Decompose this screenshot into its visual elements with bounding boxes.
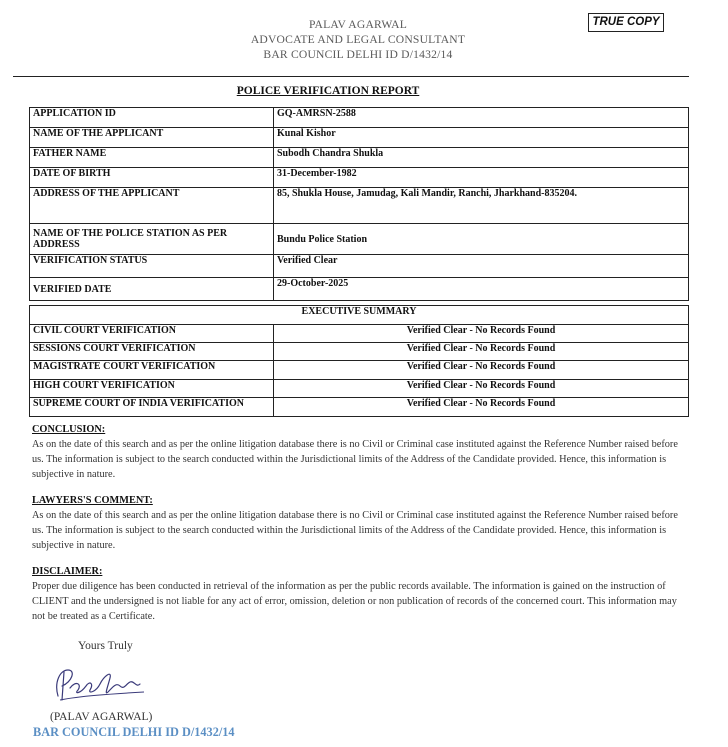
detail-value: 85, Shukla House, Jamudag, Kali Mandir, Ranchi, Jharkhand-835204. xyxy=(274,188,689,224)
yours-truly: Yours Truly xyxy=(78,640,133,652)
advocate-name: PALAV AGARWAL xyxy=(308,18,408,31)
summary-value: Verified Clear - No Records Found xyxy=(274,398,689,417)
detail-label: APPLICATION ID xyxy=(30,108,274,128)
table-row xyxy=(30,278,689,301)
table-row xyxy=(30,398,689,417)
summary-value: Verified Clear - No Records Found xyxy=(274,343,689,361)
summary-value: Verified Clear - No Records Found xyxy=(274,380,689,398)
table-row xyxy=(30,255,689,278)
table-row xyxy=(30,168,689,188)
footer-bar-council-id: BAR COUNCIL DELHI ID D/1432/14 xyxy=(33,725,235,739)
summary-label: MAGISTRATE COURT VERIFICATION xyxy=(30,361,274,380)
summary-value: Verified Clear - No Records Found xyxy=(274,361,689,380)
lawyers-comment-text: As on the date of this search and as per the online litigation database there is no Civil or Criminal case instituted against the Reference Number raised before us. The information is subject to the search conducted within the Jurisdictional limits of the Address of the Candidate provided. Hence, this information is subjective in nature. xyxy=(32,510,678,551)
table-row xyxy=(30,128,689,148)
detail-value: Kunal Kishor xyxy=(274,128,689,148)
table-row xyxy=(30,108,689,128)
disclaimer-heading: DISCLAIMER: xyxy=(32,566,103,577)
report-title: POLICE VERIFICATION REPORT xyxy=(236,85,420,97)
detail-label: VERIFIED DATE xyxy=(30,278,274,301)
disclaimer-text: Proper due diligence has been conducted in retrieval of the information as per the public records available. The information is gained on the instruction of CLIENT and the undersigned is not liable for any act of error, omission, deletion or non publication of records of the concerned court. This information may not be treated as a Certificate. xyxy=(32,581,677,622)
detail-label: FATHER NAME xyxy=(30,148,274,168)
table-row xyxy=(30,148,689,168)
header-divider xyxy=(13,76,689,77)
detail-value: Subodh Chandra Shukla xyxy=(274,148,689,168)
disclaimer-section xyxy=(32,564,684,624)
conclusion-text: As on the date of this search and as per the online litigation database there is no Civil or Criminal case instituted against the Reference Number raised before us. The information is subject to the search conducted within the Jurisdictional limits of the Address of the Candidate provided. Hence, this information is subjective in nature. xyxy=(32,439,678,480)
summary-value: Verified Clear - No Records Found xyxy=(274,325,689,343)
executive-summary-heading: EXECUTIVE SUMMARY xyxy=(30,306,689,325)
table-row xyxy=(30,325,689,343)
table-row xyxy=(30,188,689,224)
detail-label: ADDRESS OF THE APPLICANT xyxy=(30,188,274,224)
lawyers-comment-section xyxy=(32,493,684,553)
lawyers-comment-heading: LAWYERS'S COMMENT: xyxy=(32,495,153,506)
detail-label: VERIFICATION STATUS xyxy=(30,255,274,278)
applicant-details-table xyxy=(29,107,689,301)
summary-label: HIGH COURT VERIFICATION xyxy=(30,380,274,398)
table-row xyxy=(30,380,689,398)
table-row xyxy=(30,306,689,325)
summary-label: CIVIL COURT VERIFICATION xyxy=(30,325,274,343)
table-row xyxy=(30,361,689,380)
detail-value: Bundu Police Station xyxy=(274,224,689,255)
bar-council-id: BAR COUNCIL DELHI ID D/1432/14 xyxy=(263,48,453,61)
signatory-name: (PALAV AGARWAL) xyxy=(50,711,153,723)
detail-label: DATE OF BIRTH xyxy=(30,168,274,188)
summary-label: SESSIONS COURT VERIFICATION xyxy=(30,343,274,361)
conclusion-section xyxy=(32,422,684,482)
summary-label: SUPREME COURT OF INDIA VERIFICATION xyxy=(30,398,274,417)
detail-value: 31-December-1982 xyxy=(274,168,689,188)
table-row xyxy=(30,343,689,361)
true-copy-stamp: TRUE COPY xyxy=(588,13,664,32)
detail-value: Verified Clear xyxy=(274,255,689,278)
detail-label: NAME OF THE APPLICANT xyxy=(30,128,274,148)
detail-value: GQ-AMRSN-2588 xyxy=(274,108,689,128)
table-row xyxy=(30,224,689,255)
advocate-title: ADVOCATE AND LEGAL CONSULTANT xyxy=(250,33,466,46)
detail-value: 29-October-2025 xyxy=(274,278,689,301)
detail-label: NAME OF THE POLICE STATION AS PER ADDRESS xyxy=(30,224,274,255)
signature-image xyxy=(50,662,150,706)
conclusion-heading: CONCLUSION: xyxy=(32,424,106,435)
executive-summary-table xyxy=(29,305,689,417)
